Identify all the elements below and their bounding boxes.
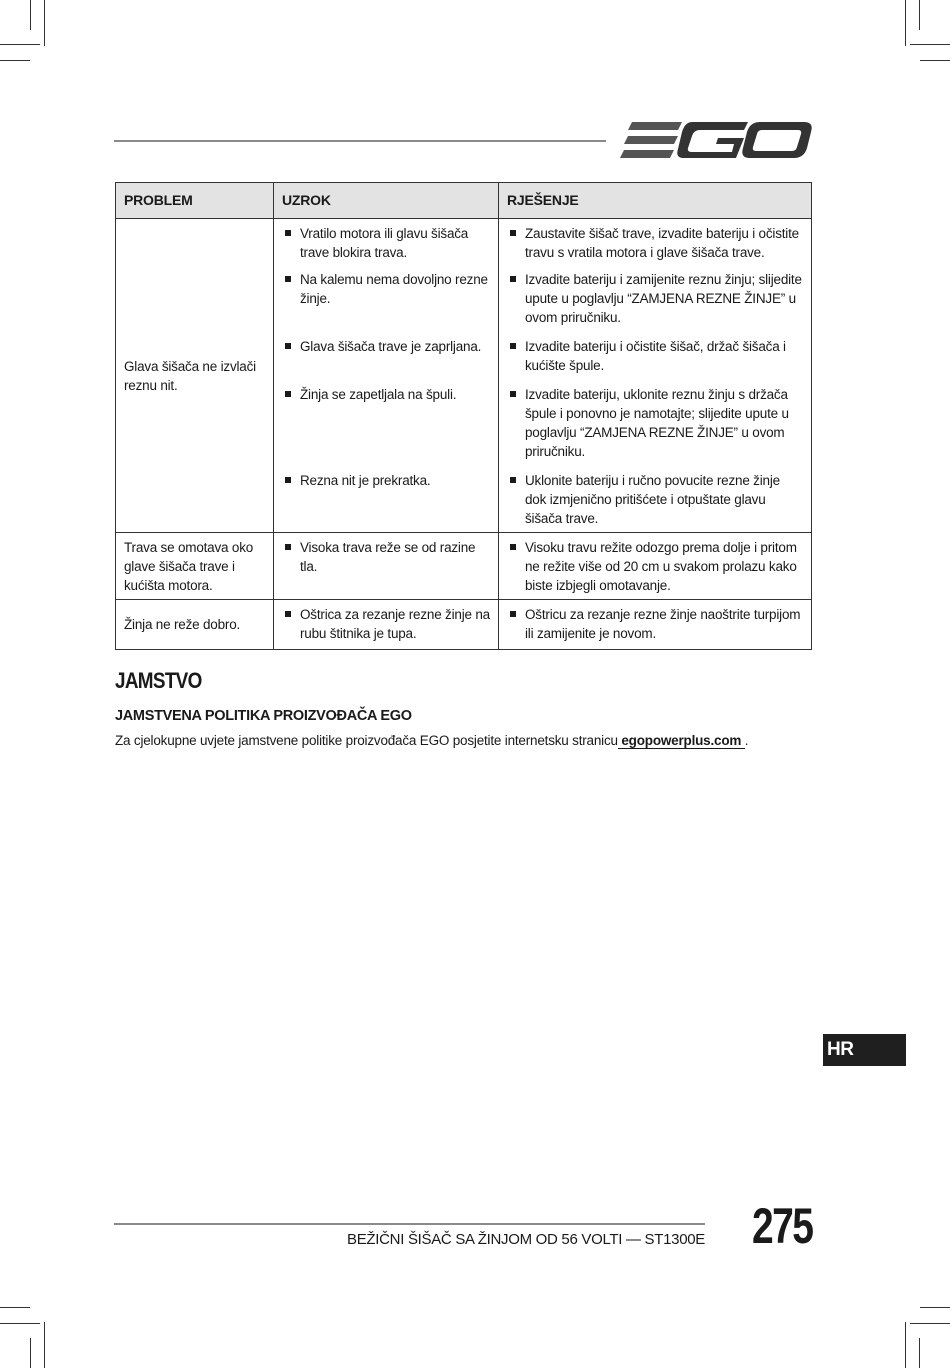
crop-mark bbox=[919, 1338, 920, 1368]
cause-item: Oštrica za rezanje rezne žinje na rubu štitnika je tupa. bbox=[274, 605, 498, 643]
footer-product-title: BEŽIČNI ŠIŠAČ SA ŽINJOM OD 56 VOLTI — ST1300E bbox=[347, 1231, 705, 1248]
table-header-row bbox=[116, 183, 812, 219]
cause-item: Žinja se zapetljala na špuli. bbox=[274, 385, 498, 404]
cause-item: Glava šišača trave je zaprljana. bbox=[274, 337, 498, 356]
problem-cell: Trava se omotava oko glave šišača trave i kućišta motora. bbox=[116, 533, 274, 600]
problem-cell: Žinja ne reže dobro. bbox=[116, 600, 274, 650]
crop-mark bbox=[905, 1322, 906, 1368]
crop-mark bbox=[0, 60, 30, 61]
table-row bbox=[116, 219, 812, 271]
crop-mark bbox=[905, 0, 906, 46]
cause-item: Na kalemu nema dovoljno rezne žinje. bbox=[274, 270, 498, 308]
warranty-paragraph bbox=[115, 733, 748, 748]
ego-logo bbox=[620, 116, 812, 164]
crop-mark bbox=[0, 1307, 30, 1308]
solution-item: Izvadite bateriju i očistite šišač, držač šišača i kućište špule. bbox=[499, 337, 811, 375]
crop-mark bbox=[30, 1338, 31, 1368]
crop-mark bbox=[30, 0, 31, 30]
crop-mark bbox=[910, 1323, 950, 1324]
crop-mark bbox=[910, 44, 950, 45]
table-row bbox=[116, 600, 812, 650]
column-header-problem: PROBLEM bbox=[116, 183, 274, 219]
crop-mark bbox=[920, 1307, 950, 1308]
website-link[interactable]: egopowerplus.com bbox=[617, 733, 745, 748]
language-tab: HR bbox=[823, 1034, 906, 1066]
header-rule bbox=[114, 140, 606, 142]
troubleshooting-table bbox=[115, 182, 812, 650]
crop-mark bbox=[44, 1322, 45, 1368]
crop-mark bbox=[44, 0, 45, 46]
warranty-subheading: JAMSTVENA POLITIKA PROIZVOĐAČA EGO bbox=[115, 708, 412, 724]
warranty-heading: JAMSTVO bbox=[115, 668, 202, 693]
warranty-period: . bbox=[744, 733, 749, 748]
crop-mark bbox=[0, 44, 40, 45]
crop-mark bbox=[920, 60, 950, 61]
cause-item: Rezna nit je prekratka. bbox=[274, 471, 498, 490]
cause-item: Vratilo motora ili glavu šišača trave blokira trava. bbox=[274, 224, 498, 262]
warranty-text: Za cjelokupne uvjete jamstvene politike proizvođača EGO posjetite internetsku stranicu bbox=[115, 733, 618, 748]
cause-item: Visoka trava reže se od razine tla. bbox=[274, 538, 498, 576]
column-header-solution: RJEŠENJE bbox=[499, 183, 812, 219]
column-header-cause: UZROK bbox=[274, 183, 499, 219]
crop-mark bbox=[0, 1323, 40, 1324]
solution-item: Oštricu za rezanje rezne žinje naoštrite turpijom ili zamijenite je novom. bbox=[499, 605, 811, 643]
footer-rule bbox=[114, 1223, 705, 1225]
problem-cell: Glava šišača ne izvlači reznu nit. bbox=[116, 219, 274, 533]
solution-item: Zaustavite šišač trave, izvadite bateriju i očistite travu s vratila motora i glave šišača trave. bbox=[499, 224, 811, 262]
crop-mark bbox=[919, 0, 920, 30]
solution-item: Izvadite bateriju i zamijenite reznu žinju; slijedite upute u poglavlju “ZAMJENA REZNE ŽINJE” u ovom priručniku. bbox=[499, 270, 811, 327]
solution-item: Uklonite bateriju i ručno povucite rezne žinje dok izmjenično pritišćete i otpuštate glavu šišača trave. bbox=[499, 471, 811, 528]
solution-item: Visoku travu režite odozgo prema dolje i pritom ne režite više od 20 cm u svakom prolazu kako biste izbjegli omotavanje. bbox=[499, 538, 811, 595]
page-number: 275 bbox=[752, 1198, 813, 1254]
table-row bbox=[116, 533, 812, 600]
solution-item: Izvadite bateriju, uklonite reznu žinju s držača špule i ponovno je namotajte; slijedite upute u poglavlju “ZAMJENA REZNE ŽINJE” u ovom priručniku. bbox=[499, 385, 811, 461]
